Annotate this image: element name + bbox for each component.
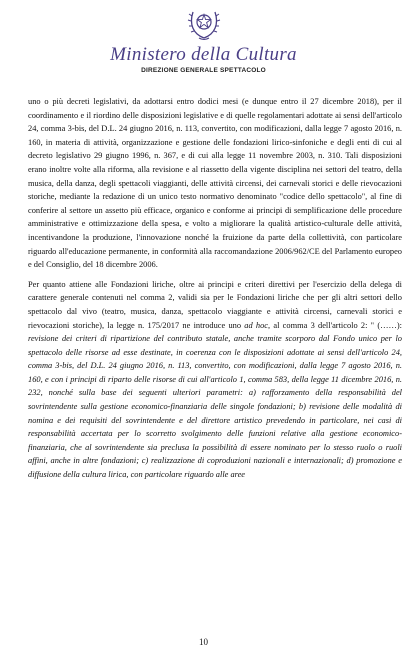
paragraph-1: uno o più decreti legislativi, da adottarsi entro dodici mesi (e dunque entro il 27 dicembre 2018), per il coordinamento e il riordino delle disposizioni legislative e di quelle regolamentari adottate ai sensi dell'articolo 24, comma 3-bis, del D.L. 24 giugno 2016, n. 113, convertito, con modificazioni, dalla legge 7 agosto 2016, n. 160, in materia di attività, organizzazione e gestione delle fondazioni lirico-sinfoniche e degli enti di cui al decreto legislativo 29 giugno 1996, n. 367, e di cui alla legge 11 novembre 2003, n. 310. Tali disposizioni erano inoltre volte alla riforma, alla revisione e al riassetto della vigente disciplina nei settori del teatro, della musica, della danza, degli spettacoli viaggianti, delle attività circensi, dei carnevali storici e delle rievocazioni storiche, mediante la redazione di un unico testo normativo denominato "codice dello spettacolo", al fine di conferire al settore un assetto più efficace, organico e conforme ai principi di semplificazione delle procedure amministrative e ottimizzazione della spesa, e volto a migliorare la qualità artistico-culturale delle attività, incentivandone la produzione, l'innovazione nonché la fruizione da parte della collettività, con particolare riguardo all'educazione permanente, in conformità alla raccomandazione 2006/962/CE del Parlamento europeo e del Consiglio, del 18 dicembre 2006. <box>28 97 402 270</box>
paragraph-2-intro: Per quanto attiene alle Fondazioni liriche, oltre ai principi e criteri direttivi per l'esercizio della delega di carattere generale contenuti nel comma 2, validi sia per le Fondazioni liriche che per gli altri settori dello spettacolo dal vivo (teatro, musica, danza, spettacolo viaggiante e attività circensi, carnevali storici e rievocazioni storiche), la legge n. 175/2017 ne introduce uno <box>28 279 402 330</box>
paragraph-2-mid: , al comma 3 dell'articolo 2: " (……): <box>268 320 403 330</box>
law-quotation: revisione dei criteri di ripartizione del contributo statale, anche tramite scorporo dal Fondo unico per lo spettacolo delle risorse ad esse destinate, in coerenza con le disposizioni adottate ai sensi dell'articolo 24, comma 3-bis, del D.L. 24 giugno 2016, n. 113, convertito, con modificazioni, dalla legge 7 agosto 2016, n. 160, e con i principi di riparto delle risorse di cui all'articolo 1, comma 583, della legge 11 dicembre 2016, n. 232, nonché sulla base dei seguenti ulteriori parametri: a) rafforzamento della responsabilità del sovrintendente sulla gestione economico-finanziaria delle singole fondazioni; b) revisione delle modalità di nomina e dei requisiti del sovrintendente e del direttore artistico prevedendo in particolare, nei casi di responsabilità accertata per lo scorretto svolgimento delle funzioni relative alla gestione economico-finanziaria, che al sovrintendente sia preclusa la possibilità di essere nominato per lo stesso ruolo o ruoli affini, anche in altre fondazioni; c) realizzazione di coproduzioni nazionali e internazionali; d) promozione e diffusione della cultura lirica, con particolare riguardo alle aree <box>28 334 402 480</box>
page-number: 10 <box>199 637 208 647</box>
directorate-name: DIREZIONE GENERALE SPETTACOLO <box>141 67 266 74</box>
italian-republic-emblem-icon <box>186 4 222 42</box>
document-body <box>28 95 402 487</box>
letterhead <box>0 0 407 90</box>
ad-hoc-term: ad hoc <box>244 320 269 330</box>
paragraph-2 <box>28 278 402 482</box>
ministry-name: Ministero della Cultura <box>110 44 297 65</box>
